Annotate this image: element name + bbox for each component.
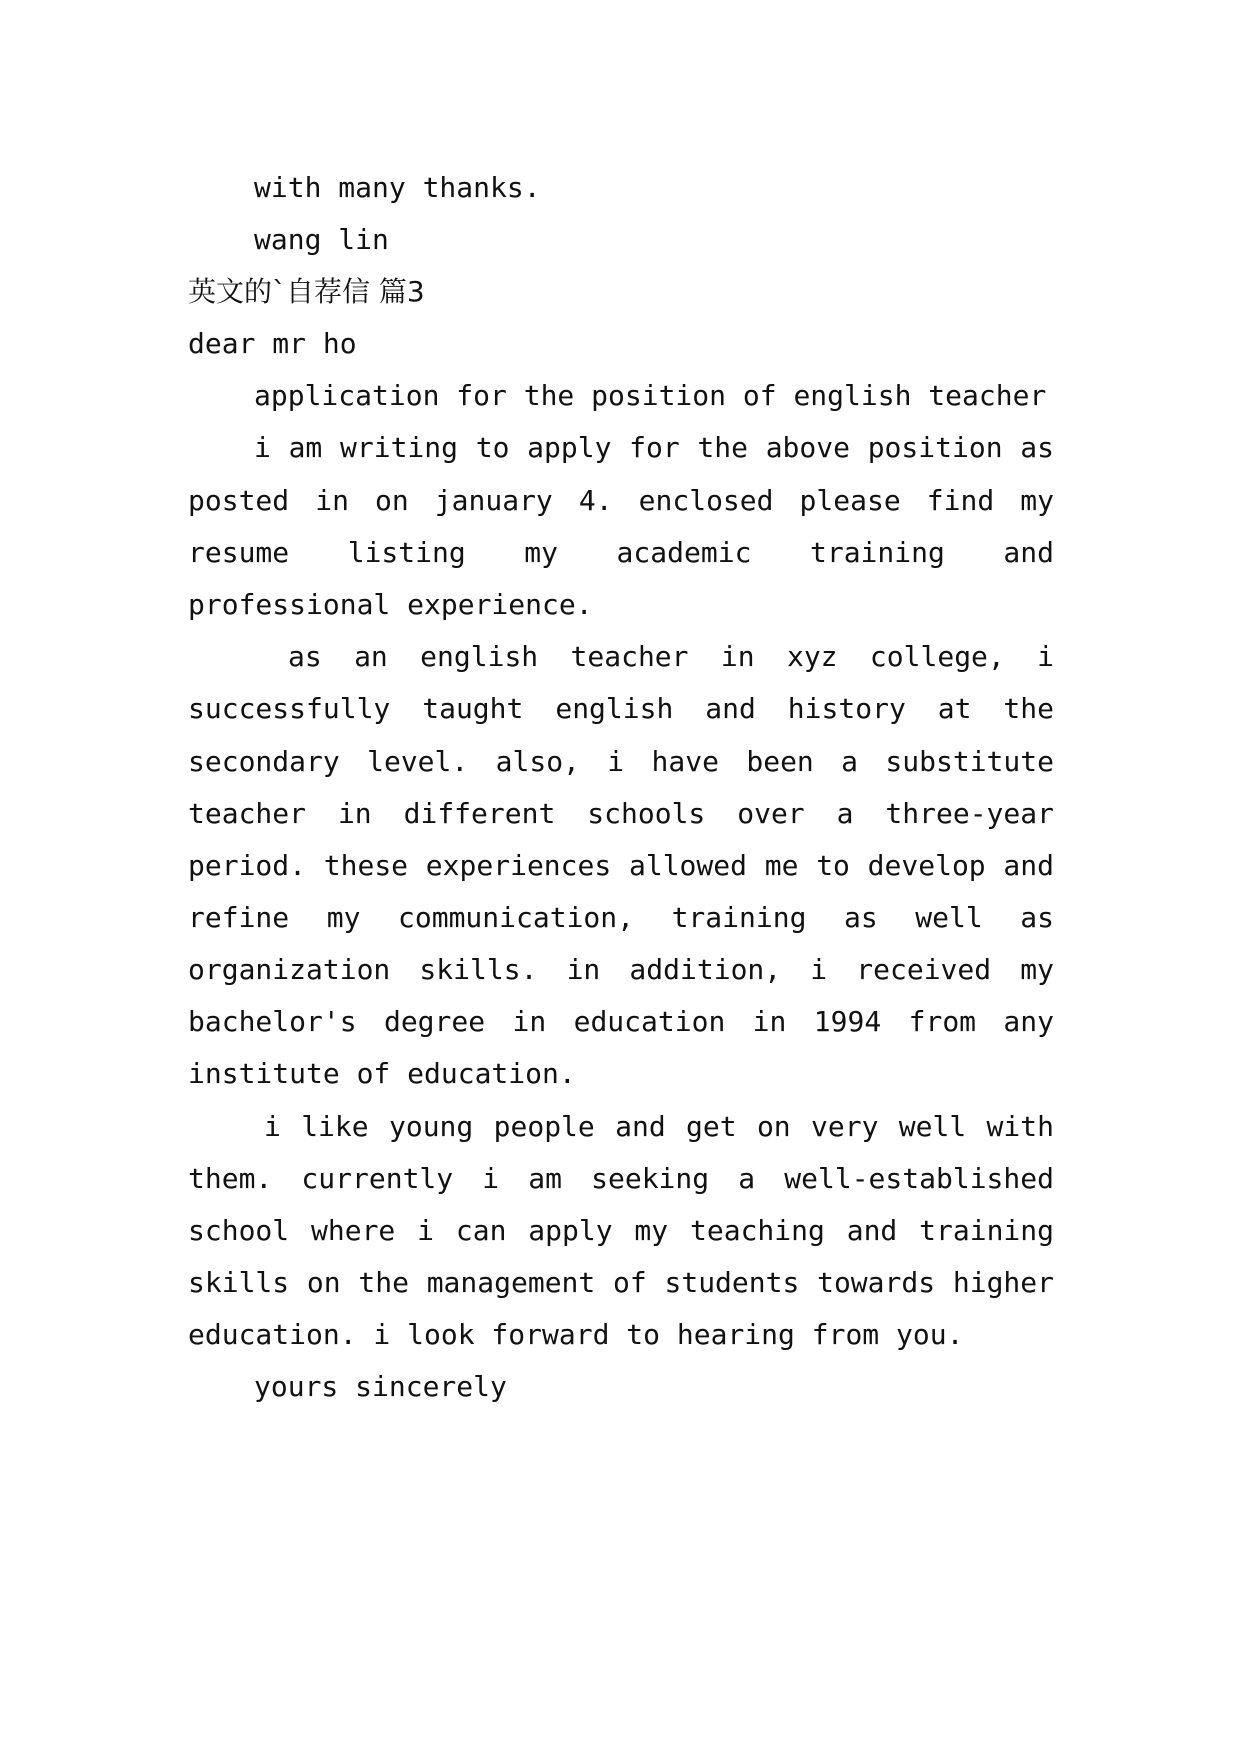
paragraph-3-line-2: them. currently i am seeking a well-established	[188, 1162, 1054, 1195]
signoff: yours sincerely	[254, 1370, 507, 1403]
paragraph-1-line-3: resume listing my academic training and	[188, 536, 1054, 569]
paragraph-1-line-1: i am writing to apply for the above position as	[254, 431, 1054, 464]
paragraph-2-line-8: bachelor's degree in education in 1994 from any	[188, 1005, 1054, 1038]
paragraph-3-line-4: skills on the management of students towards higher	[188, 1266, 1054, 1299]
paragraph-1-line-4: professional experience.	[188, 588, 593, 621]
section-heading: 英文的`自荐信 篇3	[188, 275, 425, 308]
paragraph-2-line-1: as an english teacher in xyz college, i	[288, 640, 1054, 673]
paragraph-3-line-5: education. i look forward to hearing from you.	[188, 1318, 964, 1351]
paragraph-2-line-2: successfully taught english and history at the	[188, 692, 1054, 725]
closing-name: wang lin	[254, 223, 389, 256]
paragraph-2-line-9: institute of education.	[188, 1057, 576, 1090]
salutation: dear mr ho	[188, 327, 357, 360]
paragraph-1-line-2: posted in on january 4. enclosed please find my	[188, 484, 1054, 517]
paragraph-2-line-4: teacher in different schools over a three-year	[188, 797, 1054, 830]
subject-line: application for the position of english teacher	[254, 379, 1047, 412]
paragraph-2-line-7: organization skills. in addition, i received my	[188, 953, 1054, 986]
paragraph-2-line-6: refine my communication, training as well as	[188, 901, 1054, 934]
paragraph-3-line-3: school where i can apply my teaching and training	[188, 1214, 1054, 1247]
closing-thanks: with many thanks.	[254, 171, 541, 204]
paragraph-3-line-1: i like young people and get on very well with	[264, 1110, 1054, 1143]
paragraph-2-line-5: period. these experiences allowed me to develop and	[188, 849, 1054, 882]
paragraph-2-line-3: secondary level. also, i have been a substitute	[188, 745, 1054, 778]
